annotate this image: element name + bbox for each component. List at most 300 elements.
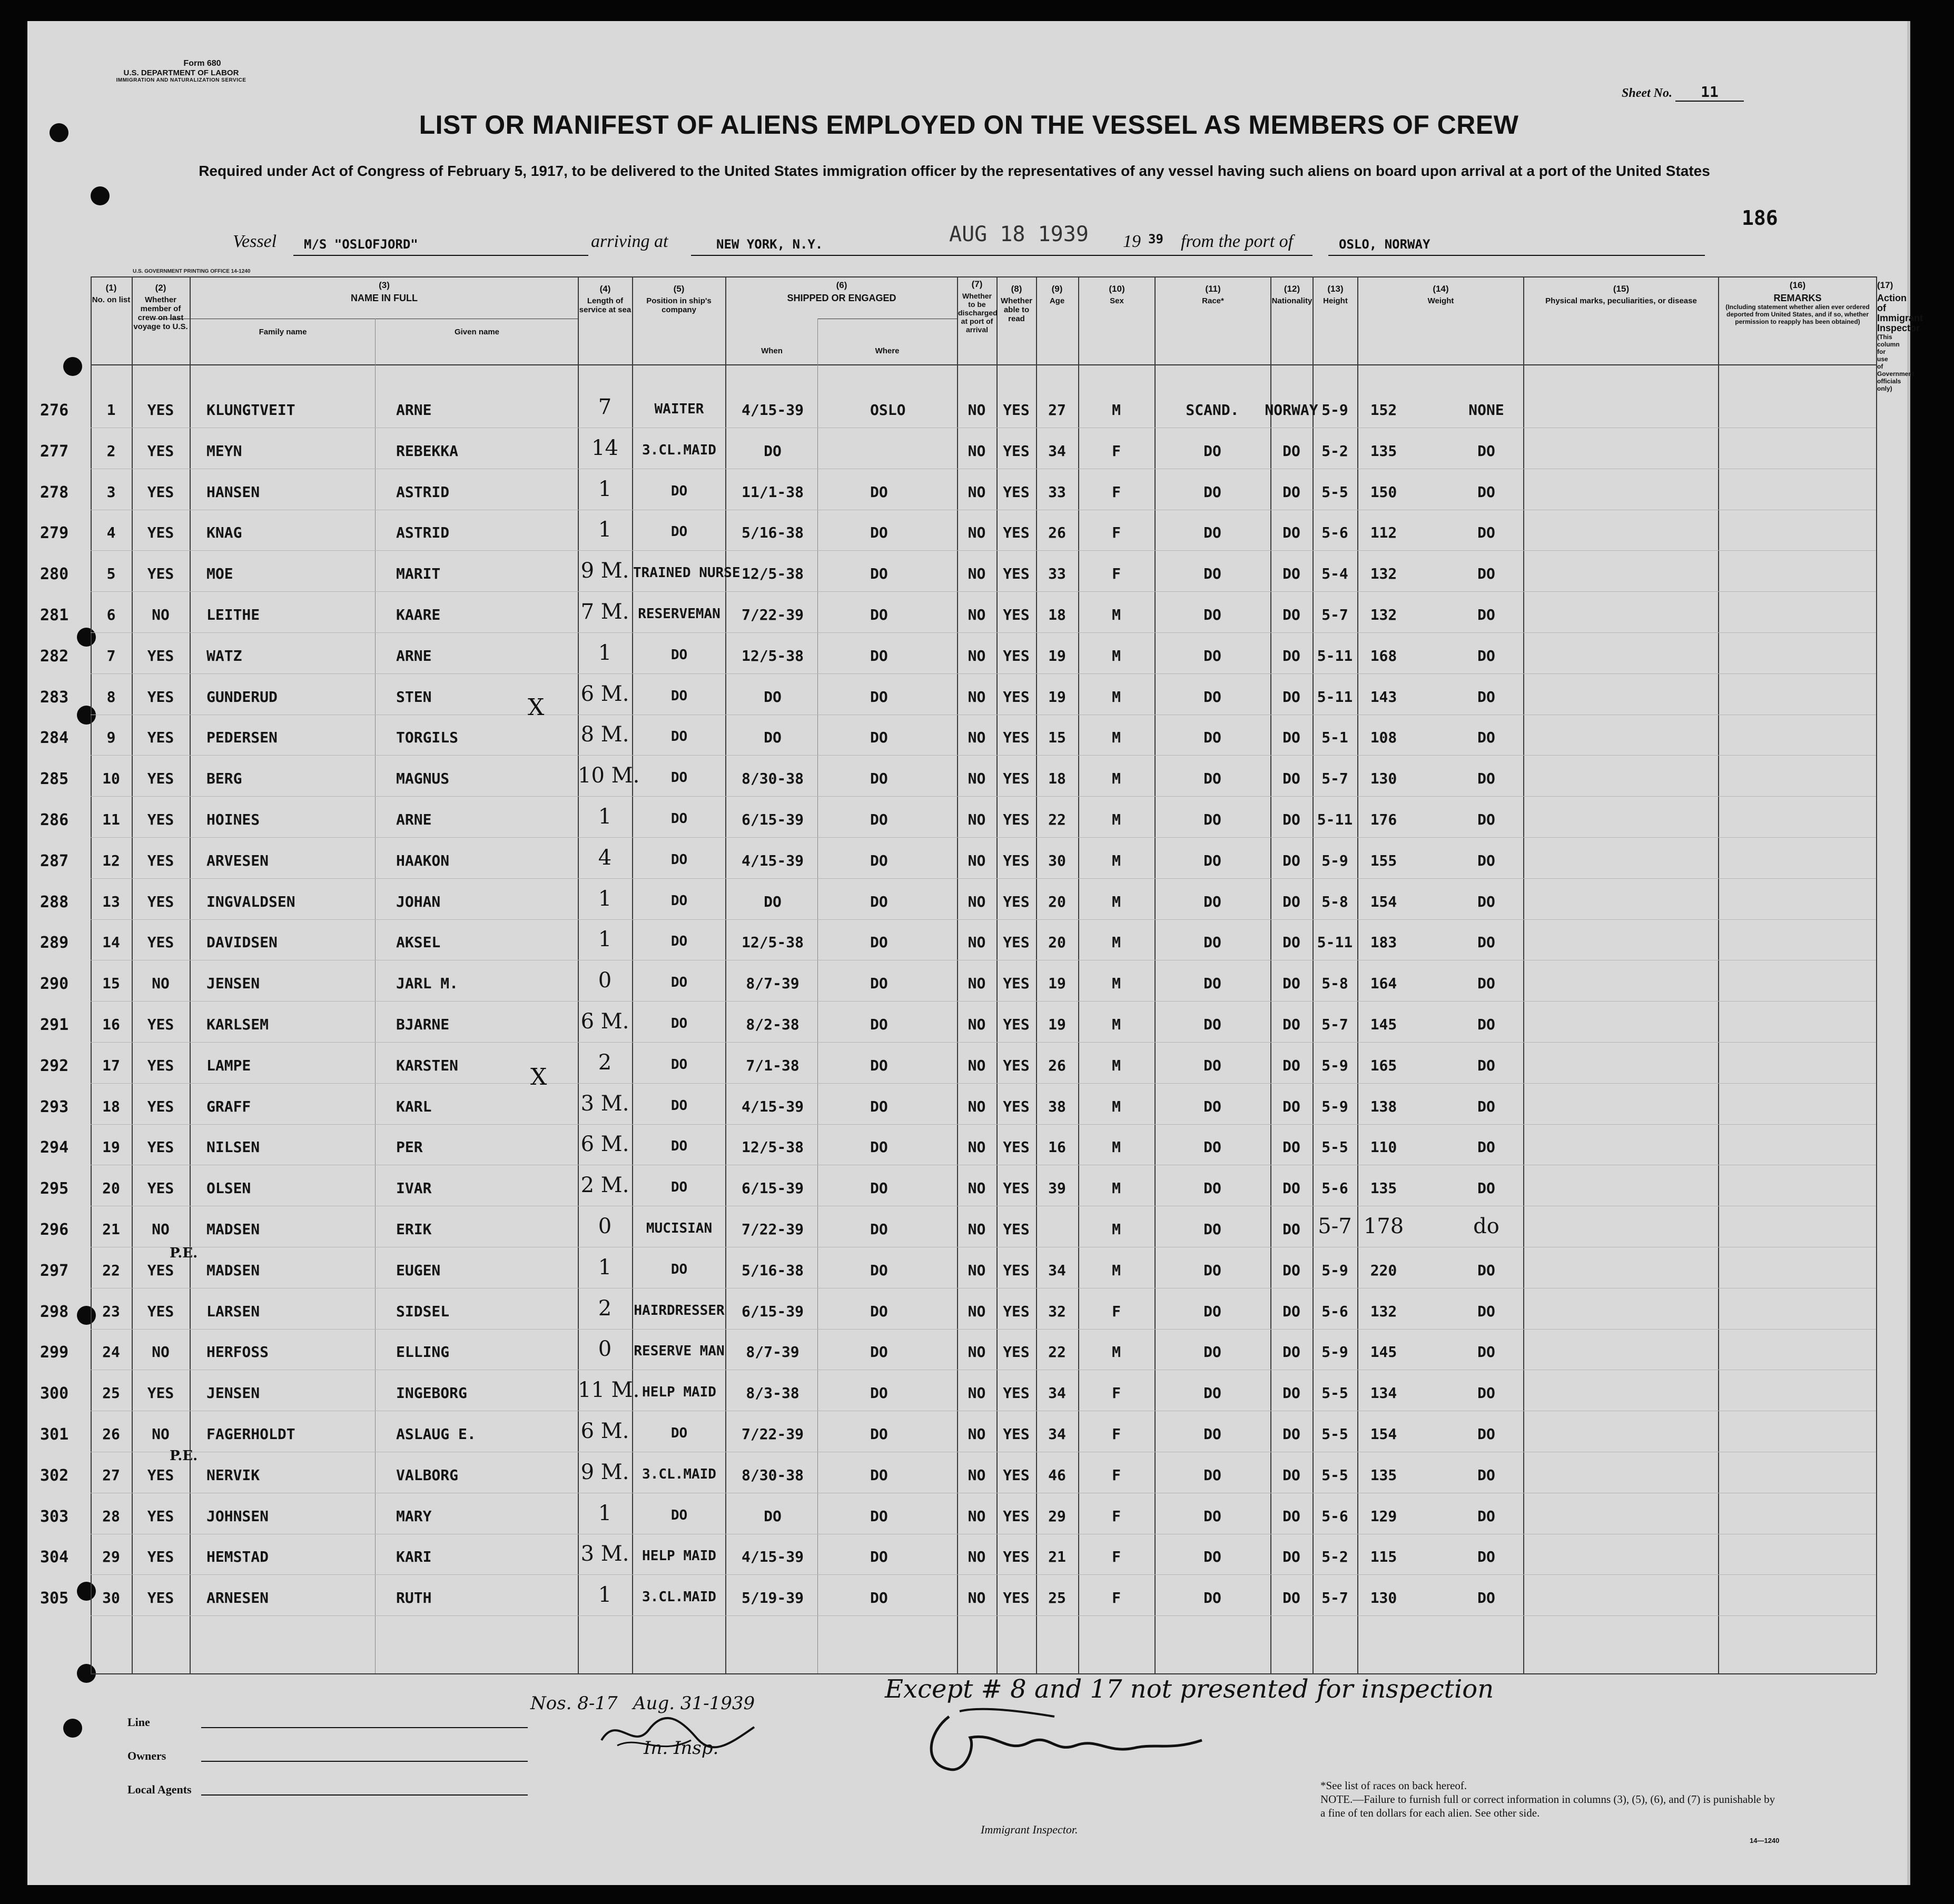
table-row <box>27 1291 1910 1332</box>
physical-marks: DO <box>1477 1302 1495 1320</box>
family-name: HERFOSS <box>206 1343 269 1361</box>
shipped-where: DO <box>870 565 888 583</box>
shipped-where: DO <box>870 1425 888 1443</box>
race: DO <box>1203 811 1221 828</box>
race: DO <box>1203 1016 1221 1033</box>
position: HAIRDRESSER <box>634 1302 725 1318</box>
height: 5-8 <box>1321 893 1348 910</box>
physical-marks: DO <box>1477 606 1495 623</box>
to-be-discharged: NO <box>968 565 986 583</box>
family-name: INGVALDSEN <box>206 893 295 910</box>
given-name: AKSEL <box>396 934 441 951</box>
list-number: 22 <box>102 1261 120 1279</box>
table-row <box>27 1168 1910 1208</box>
length-of-service: 8 M. <box>580 722 629 747</box>
age: 19 <box>1048 647 1066 665</box>
length-of-service: 6 M. <box>580 1419 629 1443</box>
physical-marks: DO <box>1477 934 1495 951</box>
nationality: NORWAY <box>1265 401 1318 419</box>
sex: F <box>1112 565 1121 583</box>
height: 5-7 <box>1318 1214 1352 1238</box>
margin-number: 277 <box>40 442 69 461</box>
shipped-where: DO <box>870 1466 888 1484</box>
family-name: MADSEN <box>206 1261 260 1279</box>
weight: 135 <box>1370 442 1397 460</box>
shipped-when: DO <box>764 1507 782 1525</box>
family-name: MADSEN <box>206 1221 260 1238</box>
age: 25 <box>1048 1589 1066 1607</box>
list-number: 30 <box>102 1589 120 1607</box>
shipped-where: DO <box>870 483 888 501</box>
family-name: JOHNSEN <box>206 1507 269 1525</box>
footnote-penalty: NOTE.—Failure to furnish full or correct information in columns (3), (5), (6), and (7) is punishable by a fine of ten dollars for each alien. See other side. <box>1320 1793 1775 1819</box>
family-name: KARLSEM <box>206 1016 269 1033</box>
inspector-signature <box>917 1701 1212 1780</box>
height: 5-7 <box>1321 1016 1348 1033</box>
margin-number: 303 <box>40 1507 69 1526</box>
family-name: FAGERHOLDT <box>206 1425 295 1443</box>
sex: F <box>1112 483 1121 501</box>
race: DO <box>1203 1056 1221 1074</box>
punch-hole <box>91 186 110 205</box>
race: SCAND. <box>1186 401 1239 419</box>
family-name: LAMPE <box>206 1056 251 1074</box>
to-be-discharged: NO <box>968 729 986 747</box>
table-row <box>27 553 1910 594</box>
nationality: DO <box>1282 1507 1300 1525</box>
list-number: 19 <box>102 1138 120 1156</box>
sex: F <box>1112 1507 1121 1525</box>
nationality: DO <box>1282 1343 1300 1361</box>
last-voyage: YES <box>147 1261 174 1279</box>
physical-marks: DO <box>1477 1384 1495 1402</box>
header-height: (13) Height <box>1323 284 1348 305</box>
race: DO <box>1203 1138 1221 1156</box>
list-number: 13 <box>102 893 120 910</box>
from-label: from the port of <box>1181 232 1294 251</box>
race: DO <box>1203 1507 1221 1525</box>
sex: F <box>1112 1589 1121 1607</box>
physical-marks: NONE <box>1468 401 1504 419</box>
nationality: DO <box>1282 934 1300 951</box>
height: 5-6 <box>1321 1302 1348 1320</box>
shipped-when: 8/7-39 <box>746 1343 800 1361</box>
sex: M <box>1112 729 1121 747</box>
family-name: NILSEN <box>206 1138 260 1156</box>
nationality: DO <box>1282 483 1300 501</box>
position: 3.CL.MAID <box>642 442 716 458</box>
shipped-where: DO <box>870 1302 888 1320</box>
shipped-when: 4/15-39 <box>741 1548 804 1566</box>
list-number: 12 <box>102 851 120 869</box>
sex: M <box>1112 1016 1121 1033</box>
sex: F <box>1112 442 1121 460</box>
shipped-where: DO <box>870 1179 888 1197</box>
physical-marks: do <box>1473 1214 1499 1238</box>
length-of-service: 3 M. <box>580 1542 629 1566</box>
sheet-label: Sheet No. <box>1622 86 1672 100</box>
age: 26 <box>1048 1056 1066 1074</box>
list-number: 18 <box>102 1097 120 1115</box>
shipped-when: 12/5-38 <box>741 934 804 951</box>
margin-number: 286 <box>40 811 69 829</box>
age: 33 <box>1048 565 1066 583</box>
sex: M <box>1112 1261 1121 1279</box>
position: DO <box>670 1425 688 1441</box>
last-voyage: YES <box>147 1016 174 1033</box>
race: DO <box>1203 1221 1221 1238</box>
race: DO <box>1203 442 1221 460</box>
to-be-discharged: NO <box>968 1548 986 1566</box>
to-be-discharged: NO <box>968 1343 986 1361</box>
family-name: KLUNGTVEIT <box>206 401 295 419</box>
list-number: 27 <box>102 1466 120 1484</box>
physical-marks: DO <box>1477 1589 1495 1607</box>
pe-mark-21: P.E. <box>170 1245 198 1261</box>
family-name: LEITHE <box>206 606 260 623</box>
table-row <box>27 922 1910 963</box>
to-be-discharged: NO <box>968 893 986 910</box>
header-position: (5) Position in ship's company <box>646 284 712 314</box>
shipped-where: DO <box>870 1097 888 1115</box>
age: 26 <box>1048 524 1066 542</box>
table-row <box>27 963 1910 1004</box>
table-row <box>27 758 1910 799</box>
race: DO <box>1203 688 1221 706</box>
table-row <box>27 840 1910 881</box>
list-number: 20 <box>102 1179 120 1197</box>
header-length-of-service: (4) Length of service at sea <box>579 284 631 314</box>
race: DO <box>1203 483 1221 501</box>
race: DO <box>1203 975 1221 993</box>
shipped-when: 7/1-38 <box>746 1056 800 1074</box>
given-name: ASLAUG E. <box>396 1425 476 1443</box>
race: DO <box>1203 1302 1221 1320</box>
last-voyage: YES <box>147 893 174 910</box>
height: 5-9 <box>1321 851 1348 869</box>
weight: 154 <box>1370 893 1397 910</box>
weight: 220 <box>1370 1261 1397 1279</box>
to-be-discharged: NO <box>968 1302 986 1320</box>
shipped-when: 8/3-38 <box>746 1384 800 1402</box>
able-to-read: YES <box>1003 1589 1030 1607</box>
sheet-number <box>1622 83 1744 102</box>
table-row <box>27 1496 1910 1536</box>
to-be-discharged: NO <box>968 1425 986 1443</box>
age: 38 <box>1048 1097 1066 1115</box>
physical-marks: DO <box>1477 442 1495 460</box>
family-name: BERG <box>206 770 242 788</box>
to-be-discharged: NO <box>968 688 986 706</box>
length-of-service: 0 <box>598 1214 612 1238</box>
form-header <box>86 59 276 83</box>
last-voyage: NO <box>152 975 170 993</box>
nationality: DO <box>1282 565 1300 583</box>
height: 5-11 <box>1317 934 1353 951</box>
able-to-read: YES <box>1003 1261 1030 1279</box>
race: DO <box>1203 565 1221 583</box>
vessel-name: M/S "OSLOFJORD" <box>304 237 418 252</box>
given-name: ARNE <box>396 647 432 665</box>
length-of-service: 2 <box>598 1050 612 1075</box>
margin-number: 278 <box>40 483 69 502</box>
header-when: When <box>761 346 783 355</box>
shipped-where: DO <box>870 524 888 542</box>
given-name: ASTRID <box>396 524 450 542</box>
length-of-service: 11 M. <box>578 1378 640 1403</box>
list-number: 17 <box>102 1056 120 1074</box>
margin-number: 300 <box>40 1384 69 1403</box>
table-row <box>27 1373 1910 1413</box>
nationality: DO <box>1282 442 1300 460</box>
weight: 145 <box>1370 1343 1397 1361</box>
family-name: MOE <box>206 565 233 583</box>
margin-number: 283 <box>40 688 69 707</box>
to-be-discharged: NO <box>968 1179 986 1197</box>
sex: F <box>1112 524 1121 542</box>
nationality: DO <box>1282 851 1300 869</box>
to-be-discharged: NO <box>968 1507 986 1525</box>
margin-number: 295 <box>40 1179 69 1198</box>
race: DO <box>1203 1343 1221 1361</box>
shipped-where: DO <box>870 1343 888 1361</box>
position: HELP MAID <box>642 1384 716 1401</box>
given-name: INGEBORG <box>396 1384 467 1402</box>
last-voyage: YES <box>147 934 174 951</box>
list-number: 16 <box>102 1016 120 1033</box>
nationality: DO <box>1282 1384 1300 1402</box>
race: DO <box>1203 1179 1221 1197</box>
weight: 132 <box>1370 606 1397 623</box>
physical-marks: DO <box>1477 1466 1495 1484</box>
age: 34 <box>1048 1384 1066 1402</box>
shipped-when: 4/15-39 <box>741 1097 804 1115</box>
weight: 108 <box>1370 729 1397 747</box>
age: 33 <box>1048 483 1066 501</box>
position: DO <box>670 1056 688 1073</box>
shipped-when: 12/5-38 <box>741 1138 804 1156</box>
physical-marks: DO <box>1477 1261 1495 1279</box>
last-voyage: YES <box>147 1384 174 1402</box>
nationality: DO <box>1282 893 1300 910</box>
table-row <box>27 881 1910 922</box>
weight: 129 <box>1370 1507 1397 1525</box>
height: 5-9 <box>1321 1343 1348 1361</box>
footnote <box>1320 1779 1779 1820</box>
table-row <box>27 677 1910 717</box>
shipped-when: 11/1-38 <box>741 483 804 501</box>
weight: 115 <box>1370 1548 1397 1566</box>
race: DO <box>1203 1261 1221 1279</box>
table-row <box>27 1086 1910 1127</box>
to-be-discharged: NO <box>968 811 986 828</box>
table-row <box>27 1250 1910 1291</box>
family-name: KNAG <box>206 524 242 542</box>
height: 5-5 <box>1321 1466 1348 1484</box>
given-name: JOHAN <box>396 893 441 910</box>
table-row <box>27 799 1910 840</box>
physical-marks: DO <box>1477 975 1495 993</box>
shipped-when: 8/7-39 <box>746 975 800 993</box>
age: 15 <box>1048 729 1066 747</box>
punch-hole <box>77 1664 96 1683</box>
able-to-read: YES <box>1003 851 1030 869</box>
sex: M <box>1112 1343 1121 1361</box>
shipped-when: 7/22-39 <box>741 1425 804 1443</box>
weight: 143 <box>1370 688 1397 706</box>
immigrant-inspector-label: Immigrant Inspector. <box>981 1823 1078 1836</box>
margin-number: 298 <box>40 1302 69 1321</box>
race: DO <box>1203 1589 1221 1607</box>
weight: 176 <box>1370 811 1397 828</box>
margin-number: 285 <box>40 770 69 789</box>
age: 21 <box>1048 1548 1066 1566</box>
given-name: VALBORG <box>396 1466 459 1484</box>
shipped-when: 6/15-39 <box>741 1302 804 1320</box>
physical-marks: DO <box>1477 483 1495 501</box>
position: TRAINED NURSE <box>633 565 741 581</box>
able-to-read: YES <box>1003 442 1030 460</box>
list-number: 26 <box>102 1425 120 1443</box>
sex: M <box>1112 606 1121 623</box>
sheet-number-value: 11 <box>1675 83 1744 102</box>
last-voyage: YES <box>147 770 174 788</box>
height: 5-9 <box>1321 401 1348 419</box>
able-to-read: YES <box>1003 1507 1030 1525</box>
race: DO <box>1203 934 1221 951</box>
margin-number: 287 <box>40 851 69 870</box>
length-of-service: 1 <box>598 927 612 952</box>
last-voyage: YES <box>147 401 174 419</box>
sex: M <box>1112 975 1121 993</box>
list-number: 25 <box>102 1384 120 1402</box>
margin-number: 279 <box>40 524 69 543</box>
shipped-when: 8/2-38 <box>746 1016 800 1033</box>
shipped-when: 12/5-38 <box>741 647 804 665</box>
last-voyage: YES <box>147 811 174 828</box>
table-row <box>27 1455 1910 1495</box>
position: DO <box>670 1507 688 1523</box>
nationality: DO <box>1282 1466 1300 1484</box>
sex: F <box>1112 1466 1121 1484</box>
length-of-service: 2 M. <box>580 1173 629 1198</box>
sex: F <box>1112 1548 1121 1566</box>
height: 5-9 <box>1321 1261 1348 1279</box>
physical-marks: DO <box>1477 811 1495 828</box>
arriving-port: NEW YORK, N.Y. <box>716 237 823 252</box>
age: 19 <box>1048 688 1066 706</box>
nationality: DO <box>1282 1097 1300 1115</box>
weight: 135 <box>1370 1179 1397 1197</box>
given-name: SIDSEL <box>396 1302 450 1320</box>
given-name: BJARNE <box>396 1016 450 1033</box>
position: DO <box>670 483 688 499</box>
length-of-service: 9 M. <box>580 559 629 583</box>
given-name: ARNE <box>396 401 432 419</box>
length-of-service: 10 M. <box>578 763 640 788</box>
age: 18 <box>1048 770 1066 788</box>
length-of-service: 7 M. <box>580 600 629 624</box>
pe-mark-26: P.E. <box>170 1448 198 1464</box>
shipped-when: 5/19-39 <box>741 1589 804 1607</box>
weight: 110 <box>1370 1138 1397 1156</box>
nationality: DO <box>1282 1138 1300 1156</box>
shipped-when: 5/16-38 <box>741 1261 804 1279</box>
initials-scribble <box>596 1709 765 1756</box>
to-be-discharged: NO <box>968 1056 986 1074</box>
year-suffix: 39 <box>1148 232 1163 246</box>
shipped-where: DO <box>870 647 888 665</box>
physical-marks: DO <box>1477 729 1495 747</box>
able-to-read: YES <box>1003 1097 1030 1115</box>
weight: 138 <box>1370 1097 1397 1115</box>
last-voyage: YES <box>147 688 174 706</box>
margin-number: 305 <box>40 1589 69 1608</box>
position: DO <box>670 1179 688 1196</box>
nationality: DO <box>1282 606 1300 623</box>
list-number: 14 <box>102 934 120 951</box>
age: 27 <box>1048 401 1066 419</box>
date-stamp: AUG 18 1939 <box>949 222 1089 246</box>
given-name: STEN <box>396 688 432 706</box>
length-of-service: 9 M. <box>580 1460 629 1484</box>
race: DO <box>1203 1548 1221 1566</box>
inspector-note: In. Insp. <box>644 1738 719 1759</box>
length-of-service: 1 <box>598 1583 612 1608</box>
able-to-read: YES <box>1003 483 1030 501</box>
shipped-where: DO <box>870 770 888 788</box>
form-code: 14—1240 <box>1750 1837 1780 1845</box>
weight: 183 <box>1370 934 1397 951</box>
last-voyage: YES <box>147 1589 174 1607</box>
height: 5-11 <box>1317 811 1353 828</box>
position: DO <box>670 975 688 991</box>
length-of-service: 1 <box>598 886 612 911</box>
shipped-when: 4/15-39 <box>741 851 804 869</box>
to-be-discharged: NO <box>968 1138 986 1156</box>
nationality: DO <box>1282 811 1300 828</box>
last-voyage: NO <box>152 606 170 623</box>
able-to-read: YES <box>1003 1056 1030 1074</box>
nationality: DO <box>1282 1179 1300 1197</box>
given-name: TORGILS <box>396 729 459 747</box>
shipped-where: DO <box>870 975 888 993</box>
arriving-label: arriving at <box>591 232 668 251</box>
length-of-service: 1 <box>598 1255 612 1280</box>
nationality: DO <box>1282 1589 1300 1607</box>
length-of-service: 3 M. <box>580 1091 629 1116</box>
last-voyage: YES <box>147 1056 174 1074</box>
last-voyage: NO <box>152 1343 170 1361</box>
table-row <box>27 1332 1910 1372</box>
position: 3.CL.MAID <box>642 1589 716 1605</box>
height: 5-6 <box>1321 1507 1348 1525</box>
nationality: DO <box>1282 647 1300 665</box>
nationality: DO <box>1282 975 1300 993</box>
margin-number: 281 <box>40 606 69 624</box>
physical-marks: DO <box>1477 1097 1495 1115</box>
age: 29 <box>1048 1507 1066 1525</box>
shipped-where: DO <box>870 606 888 623</box>
punch-hole <box>63 1719 82 1738</box>
able-to-read: YES <box>1003 729 1030 747</box>
shipped-when: 6/15-39 <box>741 1179 804 1197</box>
family-name: LARSEN <box>206 1302 260 1320</box>
list-number: 10 <box>102 770 120 788</box>
to-be-discharged: NO <box>968 606 986 623</box>
sex: M <box>1112 401 1121 419</box>
race: DO <box>1203 770 1221 788</box>
